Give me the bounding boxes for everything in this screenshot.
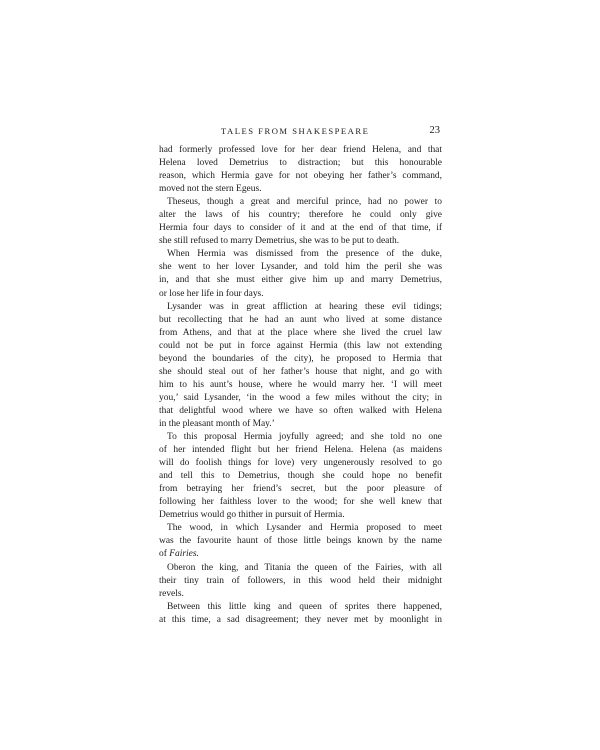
text-line: Oberon the king, and Titania the queen of the Fairies, with all xyxy=(167,562,442,573)
text-line: him to his aunt’s house, where he would marry her. ‘I will meet xyxy=(159,379,442,390)
text-line: you,’ said Lysander, ‘in the wood a few miles without the city; in xyxy=(159,392,442,403)
text-line: of her intended flight but her friend Helena. Helena (as maidens xyxy=(159,445,442,456)
text-line: will do foolish things for love) very ungenerously resolved to go xyxy=(159,458,442,469)
text-line: she went to her lover Lysander, and told him the peril she was xyxy=(159,262,442,273)
body-text xyxy=(159,144,442,627)
text-line: Between this little king and queen of sprites there happened, xyxy=(167,601,442,612)
text-line: revels. xyxy=(159,588,184,599)
text-line: she still refused to marry Demetrius, she was to be put to death. xyxy=(159,236,400,247)
text-line: their tiny train of followers, in this wood held their midnight xyxy=(159,575,442,586)
running-title: TALES FROM SHAKESPEARE xyxy=(221,126,370,136)
text-line: in the pleasant month of May.’ xyxy=(159,418,275,429)
text-line: had formerly professed love for her dear friend Helena, and that xyxy=(159,145,442,155)
text-line: or lose her life in four days. xyxy=(159,288,264,299)
text-line: she should steal out of her father’s house that night, and go with xyxy=(159,366,442,377)
text-line: that delightful wood where we have so often walked with Helena xyxy=(159,405,442,416)
text-line: When Hermia was dismissed from the presence of the duke, xyxy=(167,249,442,260)
running-head xyxy=(159,124,442,138)
text-line: could not be put in force against Hermia (this law not extending xyxy=(159,340,442,351)
text-line: The wood, in which Lysander and Hermia proposed to meet xyxy=(167,523,442,534)
text-line: reason, which Hermia gave for not obeying her father’s command, xyxy=(159,171,442,182)
text-line: To this proposal Hermia joyfully agreed; and she told no one xyxy=(167,432,442,443)
text-line: moved not the stern Egeus. xyxy=(159,184,262,195)
text-line: Lysander was in great affliction at hearing these evil tidings; xyxy=(167,301,442,312)
text-line: but recollecting that he had an aunt who lived at some distance xyxy=(159,314,442,325)
page-number: 23 xyxy=(429,125,440,136)
text-line: at this time, a sad disagreement; they never met by moonlight in xyxy=(159,614,442,625)
text-line xyxy=(159,548,442,561)
text-line-start: of xyxy=(159,549,167,560)
text-line: beyond the boundaries of the city), he proposed to Hermia that xyxy=(159,353,442,364)
text-line: from Athens, and that at the place where she lived the cruel law xyxy=(159,327,442,338)
book-page xyxy=(159,124,442,627)
italic-word: Fairies. xyxy=(169,549,199,560)
text-line: in, and that she must either give him up and marry Demetrius, xyxy=(159,275,442,286)
text-line: alter the laws of his country; therefore he could only give xyxy=(159,210,442,221)
text-line: from betraying her friend’s secret, but the poor pleasure of xyxy=(159,484,442,495)
text-line: Hermia four days to consider of it and at the end of that time, if xyxy=(159,223,442,234)
text-line: and tell this to Demetrius, though she could hope no benefit xyxy=(159,471,442,482)
text-line: Theseus, though a great and merciful prince, had no power to xyxy=(167,197,442,208)
text-line: Demetrius would go thither in pursuit of Hermia. xyxy=(159,510,345,521)
text-line: following her faithless lover to the wood; for she well knew that xyxy=(159,497,442,508)
text-line: Helena loved Demetrius to distraction; but this honourable xyxy=(159,158,442,169)
text-line: was the favourite haunt of those little beings known by the name xyxy=(159,536,442,547)
